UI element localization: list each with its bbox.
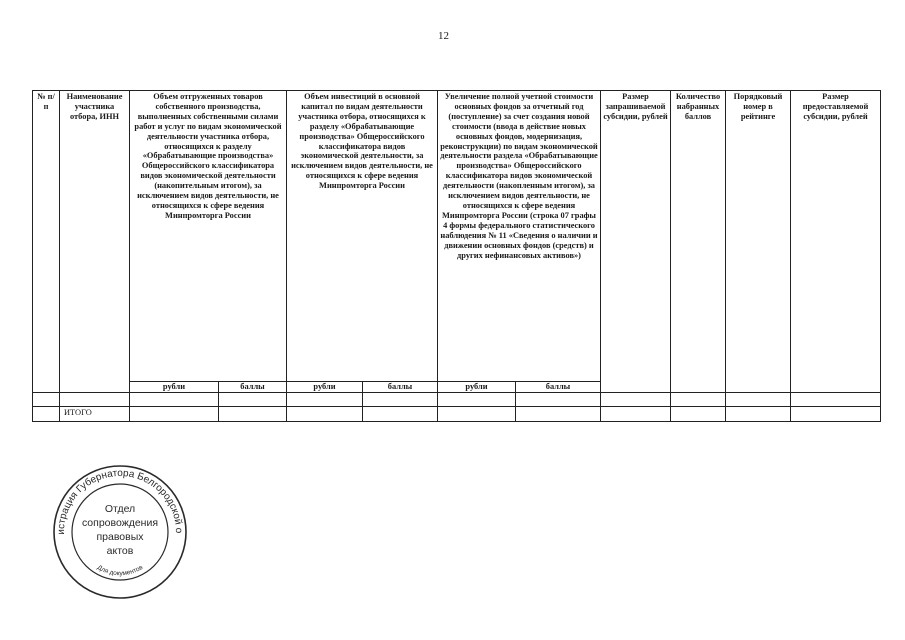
stamp-line-3: правовых [96, 531, 144, 543]
table-cell [130, 393, 219, 407]
header-granted: Размер предоставляемой субсидии, рублей [791, 91, 881, 393]
stamp-line-4: актов [106, 545, 134, 557]
office-stamp [50, 462, 190, 602]
table-cell [791, 407, 881, 422]
table-cell [601, 407, 671, 422]
table-cell [671, 393, 726, 407]
table-cell [60, 393, 130, 407]
header-rank: Порядковый номер в рейтинге [726, 91, 791, 393]
table-cell [219, 393, 287, 407]
table-row [33, 393, 881, 407]
table-cell [287, 407, 363, 422]
header-name: Наименование участника отбора, ИНН [60, 91, 130, 393]
table-cell [726, 393, 791, 407]
unit-investment-rubles: рубли [287, 382, 363, 393]
table-cell [33, 407, 60, 422]
header-points: Количество набранных баллов [671, 91, 726, 393]
unit-funds-rubles: рубли [438, 382, 516, 393]
unit-funds-points: баллы [516, 382, 601, 393]
table-cell [219, 407, 287, 422]
unit-investment-points: баллы [363, 382, 438, 393]
table-cell [130, 407, 219, 422]
stamp-graphic [50, 462, 190, 602]
stamp-line-2: сопровождения [81, 517, 159, 529]
header-shipped: Объем отгруженных товаров собственного производства, выполненных собственными силами работ и услуг по видам экономической деятельности участника отбора, относящихся к разделу «Обрабатывающие производства» Общероссийского классификатора видов экономической деятельности (накопительным итогом), за исключением видов деятельности, не относящихся к сфере ведения Минпромторга России [130, 91, 287, 382]
table-cell [671, 407, 726, 422]
table-cell [516, 407, 601, 422]
table-cell [363, 393, 438, 407]
table-cell [33, 393, 60, 407]
table-cell [791, 393, 881, 407]
unit-shipped-points: баллы [219, 382, 287, 393]
header-requested: Размер запрашиваемой субсидии, рублей [601, 91, 671, 393]
table-cell [438, 393, 516, 407]
total-row [33, 407, 881, 422]
stamp-outer-text: истрация Губернатора Белгородской о [55, 467, 185, 535]
header-funds: Увеличение полной учетной стоимости основных фондов за отчетный год (поступление) за счет создания новой стоимости (ввода в действие новых основных фондов, модернизация, реконструкции) по видам экономической деятельности раздела «Обрабатывающие производства» Общероссийского классификатора видов экономической деятельности (накопленным итогом), за исключением видов деятельности, не относящихся к сфере ведения Минпромторга России (строка 07 графы 4 формы федерального статистического наблюдения № 11 «Сведения о наличии и движении основных фондов (средств) и других нефинансовых активов») [438, 91, 601, 382]
table-cell [516, 393, 601, 407]
stamp-bottom-text: Для документов [95, 564, 145, 578]
table-cell [287, 393, 363, 407]
stamp-line-1: Отдел [104, 503, 136, 515]
table-cell [438, 407, 516, 422]
rating-table [32, 90, 881, 422]
table-cell [726, 407, 791, 422]
unit-shipped-rubles: рубли [130, 382, 219, 393]
table-cell [363, 407, 438, 422]
header-row [33, 91, 881, 382]
table-cell [601, 393, 671, 407]
header-investment: Объем инвестиций в основной капитал по видам деятельности участника отбора, относящихся к разделу «Обрабатывающие производства» Общероссийского классификатора видов экономической деятельности, за исключением видов деятельности, не относящихся к сфере ведения Минпромторга России [287, 91, 438, 382]
total-label: ИТОГО [60, 407, 130, 422]
page-number: 12 [438, 30, 449, 42]
header-num: № п/п [33, 91, 60, 393]
